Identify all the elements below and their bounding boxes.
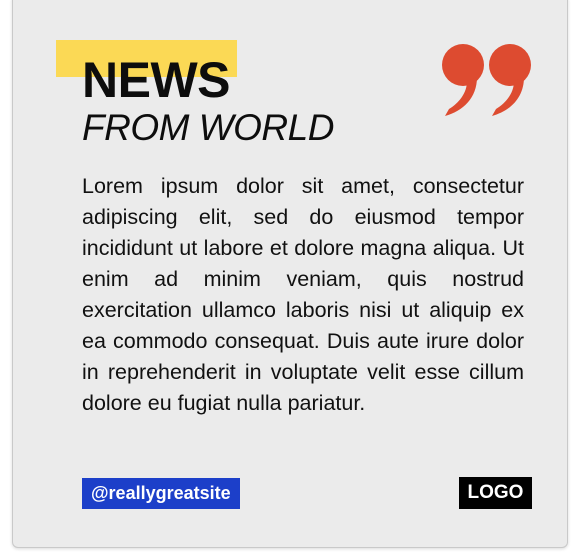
- quote-icon: [441, 43, 533, 117]
- quote-mark-right: [489, 44, 531, 116]
- logo: LOGO: [459, 477, 532, 509]
- page-subtitle: FROM WORLD: [82, 107, 334, 148]
- site-handle-link[interactable]: @reallygreatsite: [82, 478, 240, 509]
- article-body: Lorem ipsum dolor sit amet, consectetur adipiscing elit, sed do eiusmod tempor incididunt ut labore et dolore magna aliqua. Ut enim ad minim veniam, quis nostrud exercitation ullamco laboris nisi ut aliquip ex ea commodo consequat. Duis aute irure dolor in reprehenderit in voluptate velit esse cillum dolore eu fugiat nulla pariatur.: [82, 174, 524, 415]
- quote-mark-left: [442, 44, 484, 116]
- news-card: [12, 0, 568, 548]
- page-title: NEWS: [82, 52, 230, 108]
